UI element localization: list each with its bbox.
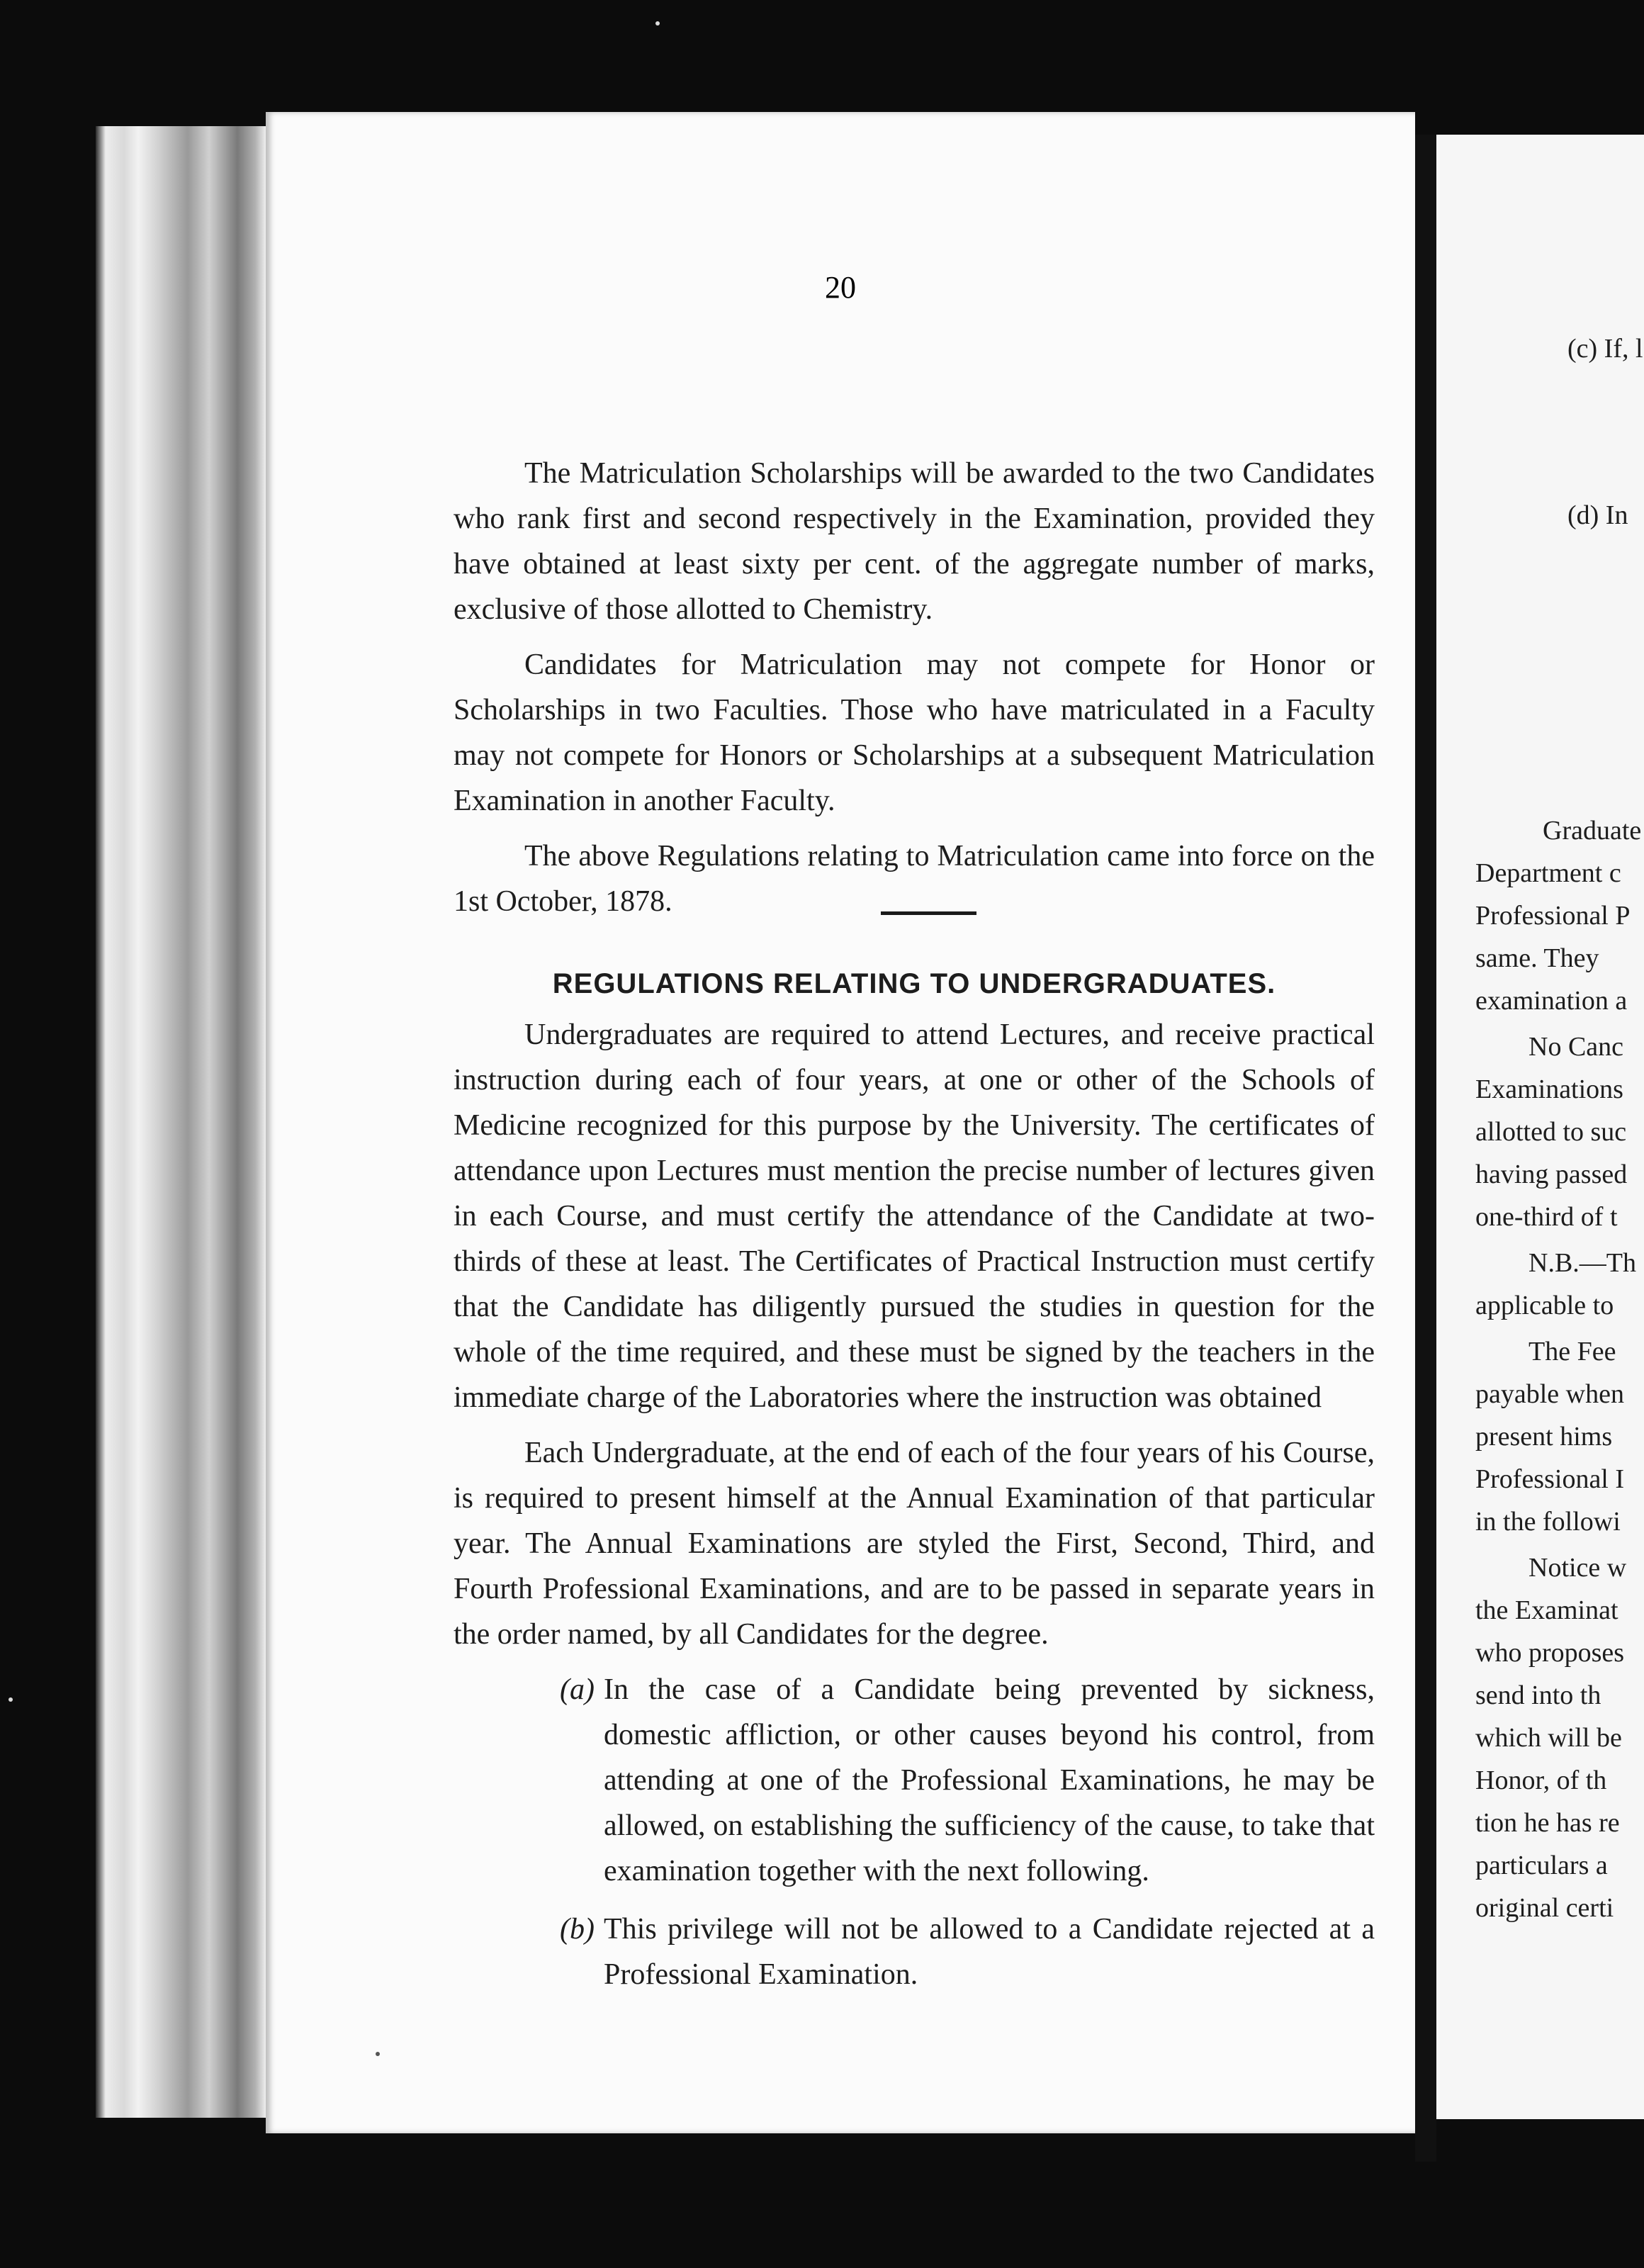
sub-item-text: This privilege will not be allowed to a Candidate rejected at a Professional Examination. [604,1913,1375,1991]
sub-item-b [454,1907,1375,1997]
book-gutter [1415,135,1436,2162]
right-line: Professional I [1475,1464,1625,1494]
top-text-block [454,451,1375,924]
section-heading: REGULATIONS RELATING TO UNDERGRADUATES. [552,968,1276,999]
right-line: tion he has re [1475,1808,1620,1838]
right-line: N.B.—Th [1528,1248,1636,1278]
section-text-block [454,961,1375,1997]
right-line: Examinations [1475,1074,1623,1104]
paragraph-regulations-force: The above Regulations relating to Matriculation came into force on the 1st October, 1878. [454,840,1375,918]
right-page [1436,135,1644,2119]
right-line: original certi [1475,1893,1614,1923]
sub-item-label: (b) [560,1913,595,1946]
scan-speck [376,2052,380,2056]
right-line: Professional P [1475,901,1631,931]
right-line: send into th [1475,1680,1601,1710]
right-line: present hims [1475,1422,1613,1452]
paragraph-annual-exam: Each Undergraduate, at the end of each of the four years of his Course, is required to present himself at the Annual Examination of that particular year. The Annual Examinations are styled the First, Second, Third, and Fourth Professional Examinations, and are to be passed in separate years in the order named, by all Candidates for the degree. [454,1437,1375,1651]
right-line: which will be [1475,1723,1622,1753]
right-line: Department c [1475,858,1621,888]
right-line: (d) In [1567,500,1628,530]
right-line: payable when [1475,1379,1624,1409]
paragraph-faculties: Candidates for Matriculation may not compete for Honor or Scholarships in two Faculties. Those who have matriculated in a Faculty may not compete for Honors or Scholarships at a subsequent Matriculation Examination in another Faculty. [454,649,1375,817]
book-page-edges [96,126,266,2118]
sub-item-text: In the case of a Candidate being prevented by sickness, domestic affliction, or other causes beyond his control, from attending at one of the Professional Examinations, he may be allowed, on establishing the sufficiency of the cause, to take that examination together with the next following. [604,1673,1375,1887]
right-line: examination a [1475,986,1628,1016]
right-line: who proposes [1475,1638,1625,1668]
paragraph-undergraduates: Undergraduates are required to attend Lectures, and receive practical instruction during each of four years, at one or other of the Schools of Medicine recognized for this purpose by the University. The certificates of attendance upon Lectures must mention the precise number of lectures given in each Course, and must certify the attendance of the Candidate at two-thirds of these at least. The Certificates of Practical Instruction must certify that the Candidate has diligently pursued the studies in question for the whole of the time required, and these must be signed by the teachers in the immediate charge of the Laboratories where the instruction was obtained [454,1018,1375,1414]
right-line: No Canc [1528,1032,1624,1062]
right-line: the Examinat [1475,1595,1618,1625]
right-line: Graduate [1543,816,1642,846]
right-line: having passed [1475,1160,1628,1189]
page-number: 20 [825,270,856,305]
sub-item-a [454,1667,1375,1894]
right-line: (c) If, l [1567,334,1643,364]
scan-speck [9,1697,13,1702]
right-line: applicable to [1475,1291,1614,1320]
right-line: Notice w [1528,1553,1627,1583]
sub-item-label: (a) [560,1673,595,1706]
right-line: The Fee [1528,1337,1616,1366]
right-line: same. They [1475,943,1599,973]
right-line: allotted to suc [1475,1117,1627,1147]
right-line: in the followi [1475,1507,1621,1537]
right-line: particulars a [1475,1851,1608,1880]
right-line: one-third of t [1475,1202,1618,1232]
paragraph-scholarships: The Matriculation Scholarships will be awarded to the two Candidates who rank first and second respectively in the Examination, provided they have obtained at least sixty per cent. of the aggregate number of marks, exclusive of those allotted to Chemistry. [454,457,1375,626]
left-page [266,112,1415,2133]
scan-speck [655,21,660,26]
right-line: Honor, of th [1475,1765,1607,1795]
section-divider [881,911,976,915]
